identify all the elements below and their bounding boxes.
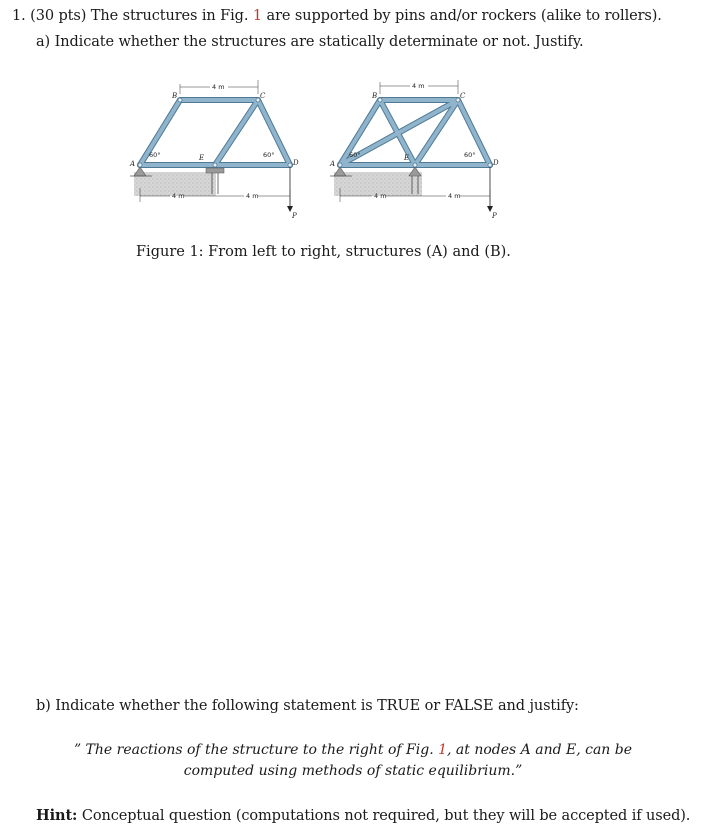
angle-a-label: 60°	[149, 151, 161, 159]
pin-support-a	[134, 167, 146, 176]
hint-text: Conceptual question (computations not required, but they will be accepted if used).	[81, 808, 691, 824]
question-intro: The structures in Fig.	[90, 8, 249, 24]
question-number: 1.	[12, 8, 26, 24]
quote-line-2: computed using methods of static equilibrium.”	[183, 763, 523, 779]
dim-top-b: 4 m	[412, 82, 425, 90]
dim-bottom-right-a: 4 m	[246, 192, 259, 200]
structure-b	[329, 80, 499, 220]
node-a-label: A	[130, 160, 136, 168]
quote-line-1-end: , at nodes A and E, can be	[447, 742, 633, 758]
angle-d-label-b: 60°	[464, 151, 476, 159]
node-c-label: C	[260, 92, 266, 100]
part-a-text: a) Indicate whether the structures are statically determinate or not. Justify.	[36, 34, 584, 50]
node-b-label: B	[172, 92, 178, 100]
pin-support-a-b	[334, 167, 346, 176]
node-d-label: D	[293, 159, 299, 167]
dim-bottom-left-a: 4 m	[172, 192, 185, 200]
quote-line-1	[0, 742, 706, 758]
dim-bottom-right-b: 4 m	[448, 192, 461, 200]
node-b-label-b: B	[372, 92, 378, 100]
structure-a	[129, 80, 299, 220]
angle-a-label-b: 60°	[349, 151, 361, 159]
rocker-support-e	[206, 168, 224, 173]
truss-figure	[120, 70, 520, 230]
node-a-label-b: A	[330, 160, 336, 168]
node-d-label-b: D	[493, 159, 499, 167]
question-points: (30 pts)	[30, 8, 87, 24]
quote-line-1-start: ” The reactions of the structure to the right of Fig.	[73, 742, 434, 758]
part-b-text: b) Indicate whether the following statement is TRUE or FALSE and justify:	[36, 698, 579, 714]
dim-top-a: 4 m	[212, 83, 225, 91]
question-header	[12, 8, 662, 24]
node-e-label: E	[199, 154, 205, 162]
load-label-a: P	[292, 212, 297, 220]
dim-bottom-left-b: 4 m	[374, 192, 387, 200]
hint-label: Hint:	[36, 807, 78, 824]
figure-caption: Figure 1: From left to right, structures (A) and (B).	[136, 244, 511, 260]
node-e-label-b: E	[404, 154, 410, 162]
hint-line	[36, 807, 690, 824]
angle-d-label: 60°	[263, 151, 275, 159]
node-c-label-b: C	[460, 92, 466, 100]
quote-figure-reference-link[interactable]: 1	[438, 742, 448, 758]
question-intro-rest: are supported by pins and/or rockers (alike to rollers).	[266, 8, 662, 24]
pin-support-e-b	[409, 167, 421, 176]
figure-reference-link[interactable]: 1	[252, 8, 263, 24]
load-label-b: P	[492, 212, 497, 220]
